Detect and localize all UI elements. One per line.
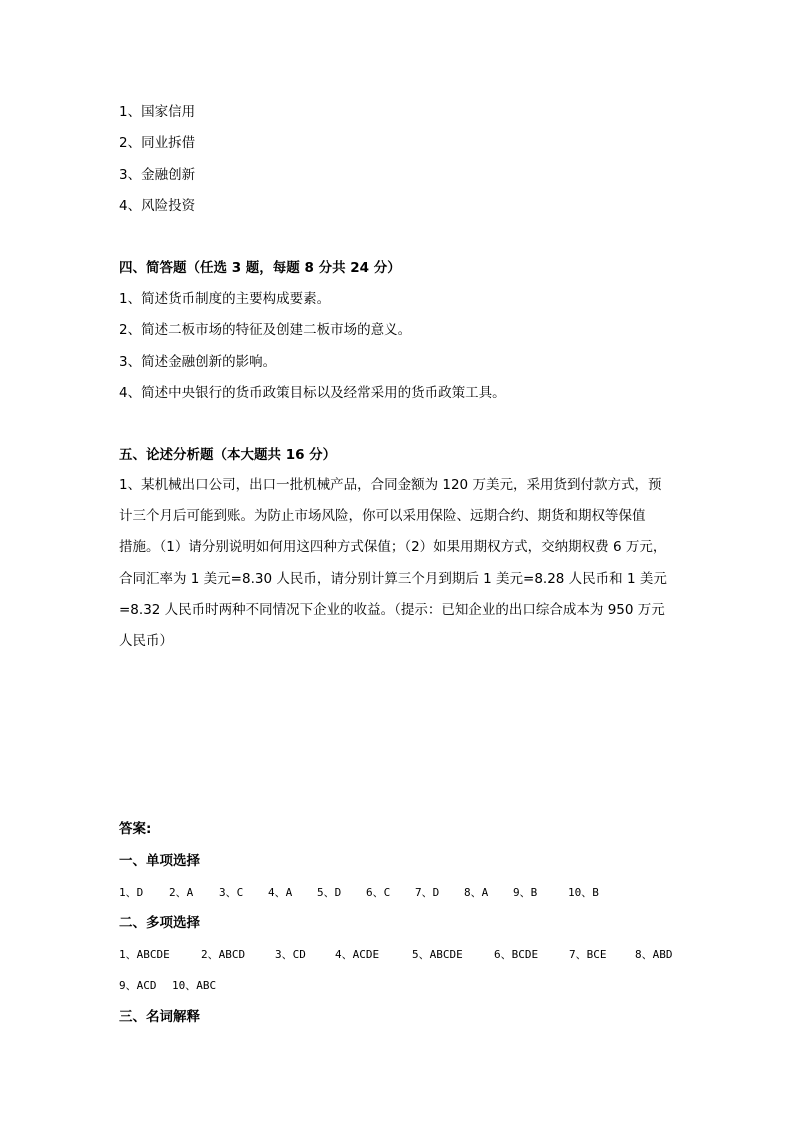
answer-item: 9、B	[513, 886, 538, 899]
question-item: 2、简述二板市场的特征及创建二板市场的意义。	[119, 322, 412, 338]
answer-item: 8、A	[464, 886, 489, 899]
section-heading: 一、单项选择	[119, 853, 200, 869]
answer-row	[119, 946, 673, 964]
answer-row	[119, 884, 599, 902]
paragraph-line: =8.32 人民币时两种不同情况下企业的收益。（提示：已知企业的出口综合成本为 950 万元	[119, 601, 665, 618]
answer-item: 5、D	[317, 886, 342, 899]
answer-item: 7、BCE	[569, 948, 607, 961]
section-heading: 二、多项选择	[119, 915, 200, 931]
list-item: 2、同业拆借	[119, 135, 196, 151]
answer-item: 7、D	[415, 886, 440, 899]
section-heading: 五、论述分析题（本大题共 16 分）	[119, 447, 337, 463]
answer-item: 1、D	[119, 886, 144, 899]
answer-item: 1、ABCDE	[119, 948, 170, 961]
answer-item: 4、ACDE	[335, 948, 380, 961]
answer-item: 6、C	[366, 886, 391, 899]
answer-item: 2、ABCD	[201, 948, 246, 961]
answer-item: 6、BCDE	[494, 948, 539, 961]
paragraph-line: 1、某机械出口公司，出口一批机械产品，合同金额为 120 万美元，采用货到付款方式，预	[119, 477, 662, 493]
answer-item: 10、B	[568, 886, 599, 899]
essay-question	[119, 470, 679, 657]
list-item: 1、国家信用	[119, 104, 196, 120]
answer-item: 8、ABD	[635, 948, 673, 961]
question-item: 3、简述金融创新的影响。	[119, 354, 277, 370]
answers-title: 答案:	[119, 821, 152, 837]
answer-item: 10、ABC	[172, 979, 217, 992]
list-item: 3、金融创新	[119, 167, 196, 183]
section-heading: 四、简答题（任选 3 题，每题 8 分共 24 分）	[119, 260, 401, 276]
paragraph-line: 措施。（1）请分别说明如何用这四种方式保值；（2）如果用期权方式，交纳期权费 6 万元，	[119, 539, 667, 556]
answer-item: 9、ACD	[119, 979, 157, 992]
answer-item: 3、C	[219, 886, 244, 899]
question-item: 1、简述货币制度的主要构成要素。	[119, 291, 331, 307]
paragraph-line: 合同汇率为 1 美元=8.30 人民币，请分别计算三个月到期后 1 美元=8.28 人民币和 1 美元	[119, 570, 667, 587]
answer-item: 2、A	[169, 886, 194, 899]
list-item: 4、风险投资	[119, 198, 196, 214]
section-heading: 三、名词解释	[119, 1009, 200, 1025]
answer-row	[119, 977, 216, 995]
question-item: 4、简述中央银行的货币政策目标以及经常采用的货币政策工具。	[119, 385, 506, 401]
paragraph-line: 人民币）	[119, 633, 173, 650]
answer-item: 4、A	[268, 886, 293, 899]
answer-item: 5、ABCDE	[412, 948, 463, 961]
paragraph-line: 计三个月后可能到账。为防止市场风险，你可以采用保险、远期合约、期货和期权等保值	[119, 508, 646, 525]
answer-item: 3、CD	[275, 948, 306, 961]
